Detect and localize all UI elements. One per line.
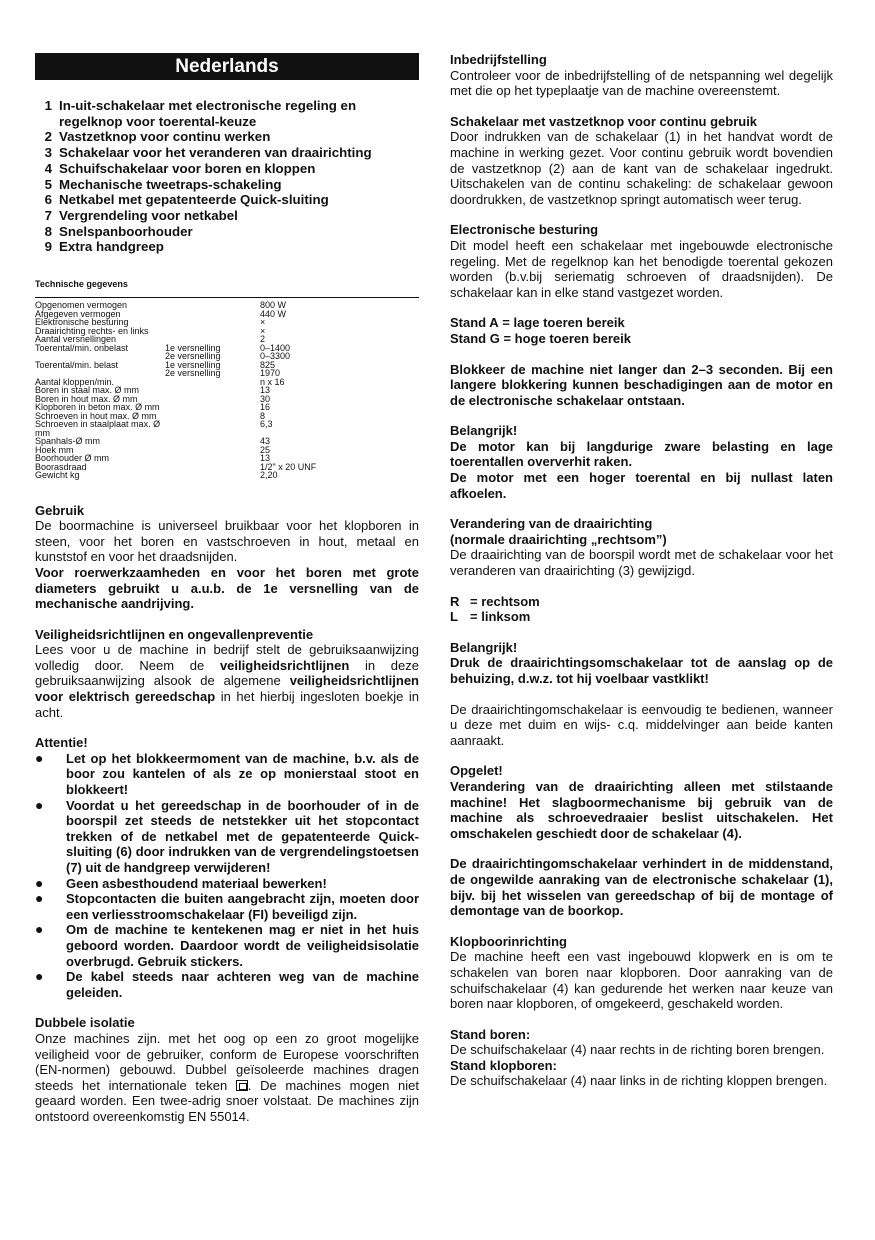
table-row: 2e versnelling 1970 [165,368,281,379]
list-item: 8 Snelspanboorhouder [44,223,193,239]
paragraph: Door indrukken van de schakelaar (1) in het handvat wordt de machine in werking gezet. Voor continu gebruik wordt bovendien de vastzetknop (2) aan de kant van de schakelaar ingedrukt. Uitschakelen van de continu schakeling: de schakelaar gewoon doordrukken, de vastzetknop springt automatisch weer terug. [450,129,833,207]
section-verandering [450,516,833,578]
parts-list [35,98,419,255]
section-heading: Opgelet! [450,763,503,779]
table-row: Toerental/min. onbelast 1e versnelling 0–1400 [35,342,291,353]
bullet-icon: ● [35,874,44,891]
table-row: Draairichting rechts- en links × [35,325,266,336]
table-row: Schroeven in hout max. Ø mm 8 [35,410,266,421]
list-item: ● Geen asbesthoudend materiaal bewerken! [35,874,327,891]
section-midden [450,856,833,918]
paragraph: De machine heeft een vast ingebouwd klopwerk en is om te schakelen van boren naar klopboren. Door aanraking van de schuifschakelaar (4) kan gedurende het werken naar keuze van boren naar klopboren, of omgekeerd, geschakeld worden. [450,949,833,1012]
paragraph-bold: Druk de draairichtingsomschakelaar tot de aanslag op de behuizing, d.w.z. tot hij voelbaar vastklikt! [450,655,833,686]
bullet-icon: ● [35,890,44,907]
section-heading: Inbedrijfstelling [450,52,547,67]
list-item: Stand A = lage toeren bereik [450,315,625,331]
left-column [35,52,419,1125]
section-bedienen [450,702,833,749]
paragraph: Dit model heeft een schakelaar met ingebouwde electronische regeling. Met de regelknop kan het benodigde toerental gekozen worden (b.v.bij seriematig schroeven of draadsnijden). De schakelaar kan in elke stand vastgezet worden. [450,237,833,300]
section-heading: Schakelaar met vastzetknop voor continu gebruik [450,113,758,129]
section-heading: Stand klopboren: [450,1057,557,1073]
section-blokkeer [450,362,833,409]
section-veiligheid [35,627,419,721]
table-row: Aantal kloppen/min. n x 16 [35,376,285,387]
paragraph-bold: De draairichtingomschakelaar verhindert in de middenstand, de ongewilde aanraking van de electronische schakelaar (1), bijv. bij het wisselen van gereedschap of bij de montage of demontage van de boorkop. [450,856,833,919]
divider [35,297,419,298]
section-heading: Verandering van de draairichting [450,516,653,532]
list-item: 4 Schuifschakelaar voor boren en kloppen [44,160,316,176]
paragraph: Lees voor u de machine in bedrijf stelt de gebruiksaanwijzing volledig door. Neem de veiligheidsrichtlijnen in deze gebruiksaanwijzing alsook de algemene veiligheidsrichtlijnen voor elektrisch gereedschap in het hierbij ingesloten boekje in acht. [35,642,419,720]
paragraph: De schuifschakelaar (4) naar links in de richting kloppen brengen. [450,1073,828,1089]
table-row: Boorhouder Ø mm 13 [35,453,271,464]
list-item: ● Let op het blokkeermoment van de machine, b.v. als de boor zou kantelen of als ze op monierstaal stoot en blokkeert! [35,749,419,798]
section-heading: Klopboorinrichting [450,933,567,949]
table-row: Boorasdraad 1/2" x 20 UNF [35,461,317,472]
list-item: 6 Netkabel met gepatenteerde Quick-sluiting [44,192,329,208]
table-row: Afgegeven vermogen 440 W [35,308,287,319]
section-dubbele-isolatie [35,1015,419,1124]
section-subheading: (normale draairichting „rechtsom”) [450,531,667,547]
section-stand-boren [450,1027,833,1089]
bullet-icon: ● [35,749,44,766]
tech-title: Technische gegevens [35,279,128,290]
table-row: Elektronische besturing × [35,317,266,328]
direction-list [450,594,833,625]
list-item: ● De kabel steeds naar achteren weg van de machine geleiden. [35,968,419,1000]
warning-list [35,751,419,1001]
paragraph-bold: De motor kan bij langdurige zware belasting en lage toerentallen oververhit raken. [450,438,833,470]
tech-table [35,301,419,480]
section-belangrijk-1 [450,423,833,501]
section-heading: Attentie! [35,735,88,751]
list-item: 1 In-uit-schakelaar met electronische regeling en regelknop voor toerental-keuze [44,98,357,129]
bullet-icon: ● [35,921,44,938]
list-item: R = rechtsom [450,593,540,609]
list-item: 3 Schakelaar voor het veranderen van draairichting [44,145,372,161]
section-heading: Gebruik [35,502,85,518]
section-electronische-besturing [450,222,833,300]
section-attentie [35,735,419,1000]
table-row: Aantal versnellingen 2 [35,334,266,345]
section-schakelaar [450,114,833,208]
section-belangrijk-2 [450,640,833,687]
list-item: 2 Vastzetknop voor continu werken [44,129,271,145]
list-item: ● Om de machine te kentekenen mag er niet in het huis geboord worden. Daardoor wordt de veiligheidsisolatie overbrugd. Gebruik stickers. [35,921,419,969]
table-row: 2e versnelling 0–3300 [165,351,291,362]
table-row: Schroeven in staalplaat max. Ø mm 6,3 [35,419,273,438]
paragraph-bold: Verandering van de draairichting alleen met stilstaande machine! Het slagboormechanisme bij gebruik van de machine als schroevedraaier beslist uitschakelen. Het omschakelen geschiedt door de schakelaar (4). [450,778,833,841]
right-column [450,52,833,1089]
paragraph: De draairichtingomschakelaar is eenvoudig te bedienen, wanneer u deze met duim en wijs- c.q. middelvinger aan beide kanten aanraakt. [450,701,833,748]
table-row: Boren in hout max. Ø mm 30 [35,393,271,404]
section-heading: Stand boren: [450,1026,531,1042]
paragraph-bold: Voor roerwerkzaamheden en voor het boren met grote diameters gebruikt u a.u.b. de 1e versnelling van de mechanische aandrijving. [35,564,419,612]
section-inbedrijfstelling [450,52,833,99]
double-insulation-icon [236,1080,248,1091]
table-row: Spanhals-Ø mm 43 [35,436,271,447]
list-item: ● Stopcontacten die buiten aangebracht zijn, moeten door een verliesstroomschakelaar (FI) beveiligd zijn. [35,890,419,922]
section-heading: Electronische besturing [450,222,599,238]
list-item: 9 Extra handgreep [44,239,164,255]
section-gebruik [35,503,419,612]
paragraph: De schuifschakelaar (4) naar rechts in de richting boren brengen. [450,1042,825,1058]
list-item: Stand G = hoge toeren bereik [450,330,631,346]
table-row: Gewicht kg 2,20 [35,470,278,481]
list-item: ● Voordat u het gereedschap in de boorhouder of in de boorspil zet steeds de netstekker uit het stopcontact trekken of de netkabel met de gepatenteerde Quick-sluiting (6) door indrukken van de vergrendelingstoetsen (7) uit de handgreep verwijderen! [35,796,419,875]
table-row: Hoek mm 25 [35,444,271,455]
section-heading: Belangrijk! [450,423,518,439]
list-item: 7 Vergrendeling voor netkabel [44,207,238,223]
bullet-icon: ● [35,968,44,985]
paragraph: Onze machines zijn. met het oog op een zo groot mogelijke veiligheid voor de gebruiker, conform de Europese voorschriften (EN-normen) gebouwd. Dubbel geïsoleerde machines dragen steeds het internationale teken . De machines mogen niet geaard worden. Een twee-adrig snoer volstaat. De machines zijn ontstoord overeenkomstig EN 55014. [35,1030,419,1124]
section-heading: Veiligheidsrichtlijnen en ongevallenpreventie [35,626,314,642]
paragraph: De boormachine is universeel bruikbaar voor het klopboren in steen, voor het boren en vastschroeven in hout, metaal en kunststof en voor het draadsnijden. [35,518,419,565]
table-row: Opgenomen vermogen 800 W [35,300,287,311]
paragraph: De draairichting van de boorspil wordt met de schakelaar voor het veranderen van draairichting (3) gewijzigd. [450,547,833,579]
section-heading: Belangrijk! [450,639,518,655]
table-row: Toerental/min. belast 1e versnelling 825 [35,359,276,370]
list-item: L = linksom [450,609,531,625]
section-heading: Dubbele isolatie [35,1015,135,1031]
language-banner: Nederlands [35,53,419,80]
section-klopboorinrichting [450,934,833,1012]
table-row: Klopboren in beton max. Ø mm 16 [35,402,271,413]
table-row: Boren in staal max. Ø mm 13 [35,385,271,396]
stand-list [450,315,833,346]
list-item: 5 Mechanische tweetraps-schakeling [44,176,282,192]
paragraph-bold: De motor met een hoger toerental en bij nullast laten afkoelen. [450,470,833,501]
paragraph: Controleer voor de inbedrijfstelling of de netspanning wel degelijk met die op het typeplaatje van de machine overeenstemt. [450,67,833,99]
bullet-icon: ● [35,796,44,813]
paragraph-bold: Blokkeer de machine niet langer dan 2–3 seconden. Bij een langere blokkering kunnen beschadigingen aan de motor en de electronische schakelaar ontstaan. [450,361,833,408]
section-opgelet [450,763,833,841]
